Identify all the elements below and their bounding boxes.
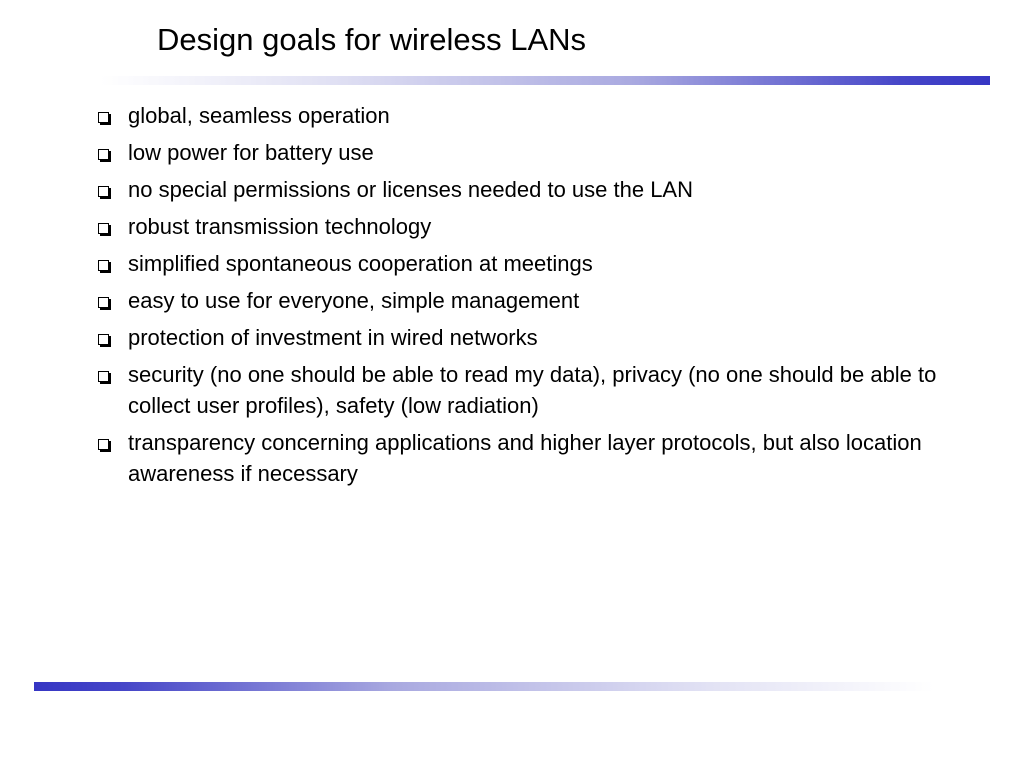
title-divider (100, 76, 990, 85)
bullet-text: easy to use for everyone, simple management (128, 288, 580, 313)
bullet-text: protection of investment in wired networks (128, 325, 538, 350)
list-item (96, 427, 976, 489)
square-bullet-icon (98, 260, 109, 271)
bullet-text: robust transmission technology (128, 214, 432, 239)
list-item (96, 285, 976, 316)
square-bullet-icon (98, 112, 109, 123)
square-bullet-icon (98, 371, 109, 382)
list-item (96, 322, 976, 353)
square-bullet-icon (98, 149, 109, 160)
list-item (96, 174, 976, 205)
slide-title: Design goals for wireless LANs (157, 22, 587, 57)
footer-divider (34, 682, 934, 691)
bullet-text: security (no one should be able to read my data), privacy (no one should be able to collect user profiles), safety (low radiation) (128, 362, 937, 418)
list-item (96, 137, 976, 168)
list-item (96, 248, 976, 279)
square-bullet-icon (98, 334, 109, 345)
bullet-text: no special permissions or licenses needed to use the LAN (128, 177, 693, 202)
bullet-text: global, seamless operation (128, 103, 390, 128)
bullet-list (96, 100, 976, 495)
list-item (96, 359, 976, 421)
bullet-text: simplified spontaneous cooperation at meetings (128, 251, 593, 276)
square-bullet-icon (98, 439, 109, 450)
list-item (96, 211, 976, 242)
square-bullet-icon (98, 297, 109, 308)
bullet-text: low power for battery use (128, 140, 374, 165)
square-bullet-icon (98, 223, 109, 234)
square-bullet-icon (98, 186, 109, 197)
bullet-text: transparency concerning applications and higher layer protocols, but also location awareness if necessary (128, 430, 922, 486)
list-item (96, 100, 976, 131)
